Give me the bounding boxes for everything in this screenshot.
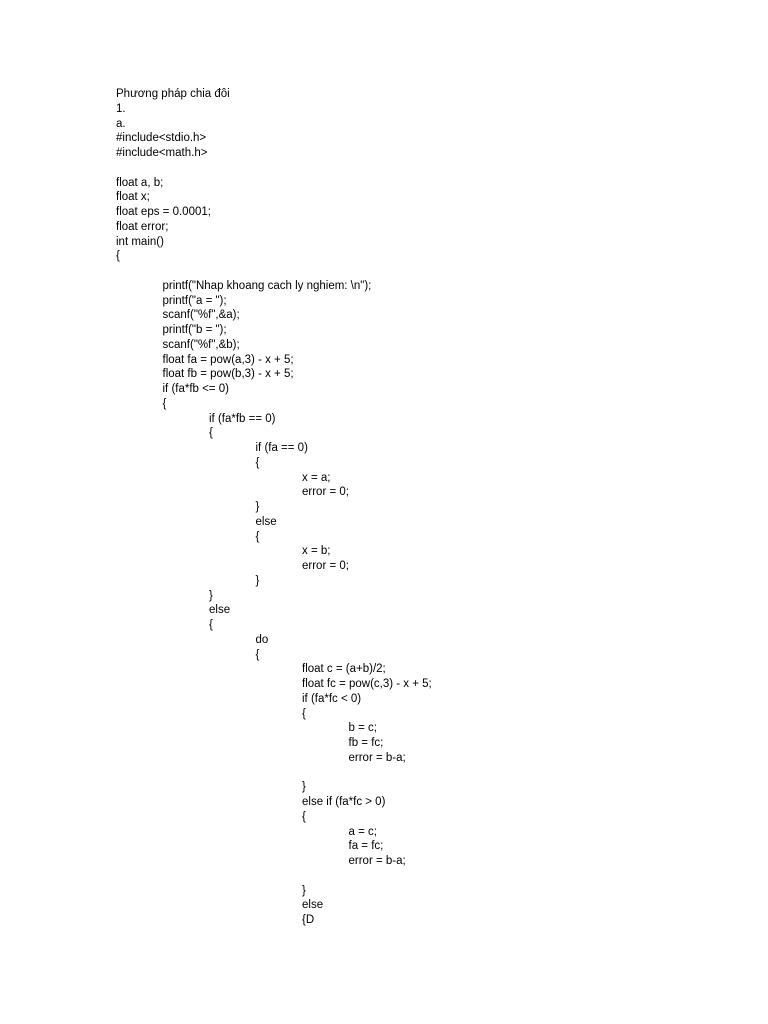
- code-line: {: [116, 250, 120, 263]
- code-line: {: [255, 530, 260, 543]
- code-line: {: [209, 427, 213, 440]
- code-line: {: [302, 707, 306, 720]
- code-line: float eps = 0.0001;: [116, 206, 211, 218]
- code-line: error = b-a;: [348, 751, 406, 764]
- code-line: x = a;: [302, 471, 331, 484]
- code-line: float fa = pow(a,3) - x + 5;: [162, 353, 294, 366]
- code-line: float a, b;: [116, 176, 164, 189]
- code-line: printf("Nhap khoang cach ly nghiem: \n");: [162, 279, 372, 292]
- code-line: int main(): [116, 235, 164, 248]
- code-line: [116, 264, 432, 279]
- code-line: if (fa*fb == 0): [209, 412, 276, 425]
- code-line: printf("a = ");: [162, 294, 227, 307]
- code-line: a = c;: [348, 825, 377, 838]
- code-line: [116, 161, 432, 176]
- code-line: float fc = pow(c,3) - x + 5;: [302, 678, 432, 690]
- code-line: }: [255, 574, 260, 587]
- code-line: error = b-a;: [348, 855, 406, 867]
- code-line: else: [302, 899, 324, 912]
- code-line: b = c;: [348, 722, 377, 735]
- code-line: {D: [302, 914, 315, 926]
- code-line: {: [255, 648, 260, 661]
- code-line: error = 0;: [302, 560, 349, 572]
- code-line: else: [209, 604, 231, 617]
- document-title: Phương pháp chia đôi: [116, 88, 230, 100]
- code-line: else: [255, 515, 277, 528]
- code-line: }: [302, 781, 306, 794]
- code-line: else if (fa*fc > 0): [302, 796, 386, 808]
- code-line: #include<stdio.h>: [116, 132, 207, 145]
- code-line: {: [209, 619, 213, 631]
- code-line: [116, 869, 432, 884]
- code-line: #include<math.h>: [116, 147, 208, 159]
- code-line: printf("b = ");: [162, 324, 227, 336]
- code-line: {: [162, 397, 167, 410]
- code-line: scanf("%f",&a);: [162, 309, 240, 322]
- code-line: if (fa == 0): [255, 442, 308, 454]
- code-listing: [116, 87, 432, 928]
- code-line: fb = fc;: [348, 737, 384, 749]
- code-line: {: [255, 456, 260, 469]
- code-line: if (fa*fc < 0): [302, 692, 362, 705]
- code-line: float fb = pow(b,3) - x + 5;: [162, 368, 294, 381]
- code-line: float c = (a+b)/2;: [302, 663, 386, 676]
- code-line: float error;: [116, 220, 169, 233]
- code-line: fa = fc;: [348, 840, 384, 853]
- code-line: float x;: [116, 191, 150, 204]
- code-line: scanf("%f",&b);: [162, 338, 240, 351]
- code-line: }: [255, 501, 260, 513]
- code-line: x = b;: [302, 545, 331, 558]
- code-line: }: [302, 884, 306, 897]
- code-line: do: [255, 633, 269, 646]
- code-line: if (fa*fb <= 0): [162, 383, 229, 395]
- code-line: 1.: [116, 102, 126, 115]
- code-line: error = 0;: [302, 486, 349, 499]
- code-line: }: [209, 589, 213, 602]
- code-line: a.: [116, 117, 126, 130]
- code-line: {: [302, 810, 306, 823]
- code-line: [116, 766, 432, 781]
